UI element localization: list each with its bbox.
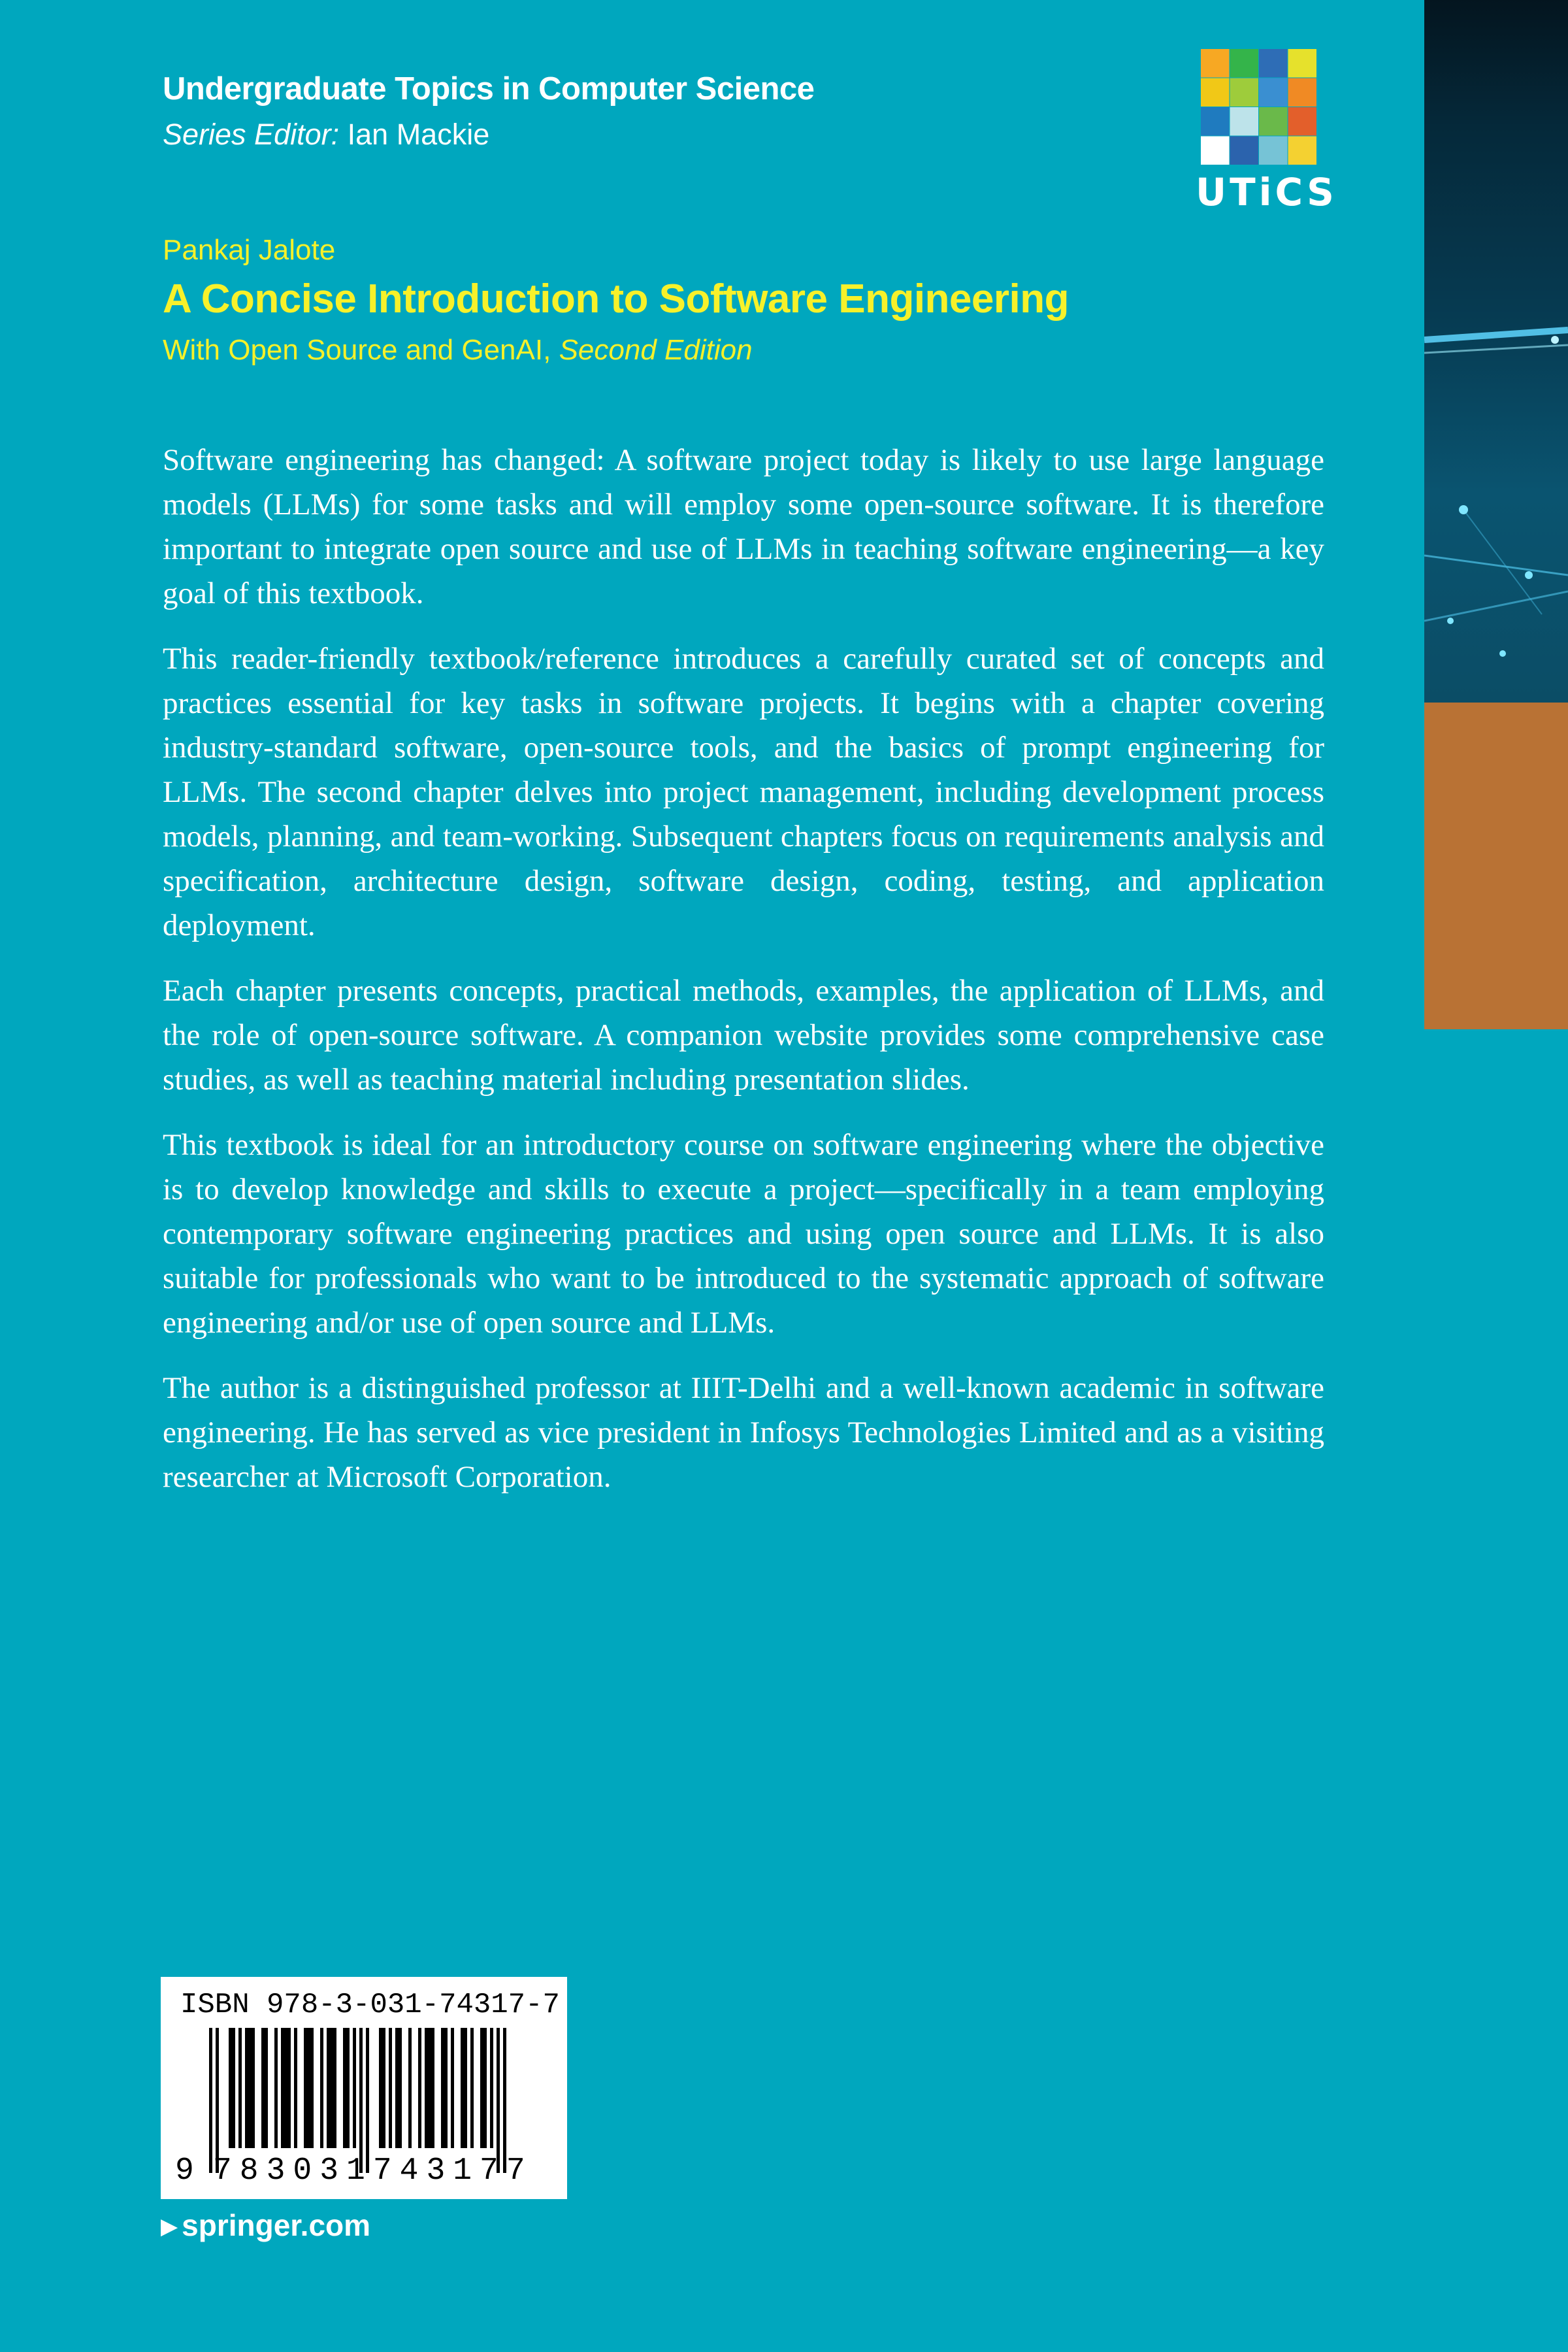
description-paragraph: Each chapter presents concepts, practical methods, examples, the application of LLMs, and the role of open-source software. A companion website provides some comprehensive case studies, as well as teaching material including presentation slides.	[163, 974, 1324, 1097]
play-arrow-icon: ▶	[161, 2214, 178, 2239]
barcode-bar	[245, 2028, 255, 2148]
series-title: Undergraduate Topics in Computer Science	[163, 71, 815, 107]
barcode-bar	[320, 2028, 323, 2148]
series-editor	[163, 118, 814, 152]
barcode-bar	[238, 2028, 242, 2148]
series-editor-name: Ian Mackie	[347, 118, 490, 151]
title-block	[163, 234, 1069, 367]
author: Pankaj Jalote	[163, 234, 336, 266]
series-editor-label: Series Editor:	[163, 118, 340, 151]
barcode-bar	[229, 2028, 235, 2148]
logo-tile	[1201, 78, 1230, 107]
logo-tile	[1230, 137, 1259, 165]
utics-logo	[1196, 49, 1337, 214]
description-paragraph: This reader-friendly textbook/reference introduces a carefully curated set of concepts and practices essential for key tasks in software projects. It begins with a chapter covering industry-standard software, open-source tools, and the basics of prompt engineering for LLMs. The second chapter delves into project management, including development process models, planning, and team-working. Subsequent chapters focus on requirements analysis and specification, architecture design, software design, coding, testing, and application deployment.	[163, 642, 1324, 942]
barcode-bar	[490, 2028, 493, 2148]
barcode-bar	[209, 2028, 212, 2173]
logo-tile	[1259, 137, 1288, 165]
description-paragraph: The author is a distinguished professor at IIIT-Delhi and a well-known academic in software engineering. He has served as vice president in Infosys Technologies Limited and as a visiting researcher at Microsoft Corporation.	[163, 1371, 1324, 1494]
barcode-bar	[497, 2028, 500, 2173]
barcode-bar	[441, 2028, 448, 2148]
barcode-bar	[425, 2028, 434, 2148]
barcode-bar	[294, 2028, 297, 2148]
isbn-barcode	[161, 1977, 567, 2199]
description-paragraph: This textbook is ideal for an introductory course on software engineering where the objective is to develop knowledge and skills to execute a project—specifically in a team employing contemporary software engineering practices and using open source and LLMs. It is also suitable for professionals who want to be introduced to the systematic approach of software engineering and/or use of open source and LLMs.	[163, 1128, 1324, 1340]
book-title: A Concise Introduction to Software Engineering	[163, 276, 1069, 322]
logo-tile	[1230, 49, 1259, 78]
barcode-bar	[480, 2028, 487, 2148]
barcode-bar	[418, 2028, 421, 2148]
publisher-link[interactable]	[161, 2208, 370, 2243]
barcode-bar	[353, 2028, 356, 2148]
publisher-url: springer.com	[182, 2208, 371, 2242]
logo-tile	[1259, 78, 1288, 107]
barcode-bar	[379, 2028, 385, 2148]
description-paragraph: Software engineering has changed: A software project today is likely to use large language models (LLMs) for some tasks and will employ some open-source software. It is therefore important to integrate open source and use of LLMs in teaching software engineering—a key goal of this textbook.	[163, 443, 1324, 610]
barcode-bar	[461, 2028, 467, 2148]
spine-artwork	[1424, 0, 1568, 1029]
barcode-bar	[343, 2028, 350, 2148]
edition: Second Edition	[559, 334, 753, 366]
barcode-bar	[281, 2028, 291, 2148]
barcode-bar	[274, 2028, 278, 2148]
logo-tile	[1201, 49, 1230, 78]
barcode-bar	[216, 2028, 219, 2173]
logo-tile	[1201, 137, 1230, 165]
isbn-label: ISBN 978-3-031-74317-7	[180, 1989, 560, 2021]
logo-tile	[1288, 78, 1317, 107]
logo-tile	[1288, 107, 1317, 136]
subtitle-text: With Open Source and GenAI,	[163, 334, 551, 366]
logo-tile	[1288, 137, 1317, 165]
logo-tile	[1230, 78, 1259, 107]
barcode-bar	[408, 2028, 412, 2148]
barcode-bar	[359, 2028, 363, 2173]
logo-tile	[1259, 49, 1288, 78]
logo-tile	[1288, 49, 1317, 78]
description	[163, 438, 1324, 1520]
barcode-bar	[470, 2028, 474, 2148]
barcode-bar	[261, 2028, 268, 2148]
barcode-bar	[395, 2028, 402, 2148]
logo-tile	[1201, 107, 1230, 136]
barcode-bar	[451, 2028, 454, 2148]
subtitle	[163, 334, 1069, 367]
series-header	[163, 71, 814, 152]
logo-tile	[1259, 107, 1288, 136]
barcode-bar	[366, 2028, 369, 2173]
logo-mosaic-icon	[1201, 49, 1317, 165]
logo-text: UTiCS	[1196, 170, 1337, 214]
accent-band	[1424, 703, 1568, 1029]
barcode-bar	[327, 2028, 336, 2148]
network-photo	[1424, 0, 1568, 703]
ean-digits: 783031743177	[213, 2153, 533, 2189]
barcode-bar	[304, 2028, 314, 2148]
logo-tile	[1230, 107, 1259, 136]
barcode-bar	[503, 2028, 506, 2173]
ean-first-digit: 9	[175, 2153, 194, 2189]
barcode-bar	[389, 2028, 392, 2148]
